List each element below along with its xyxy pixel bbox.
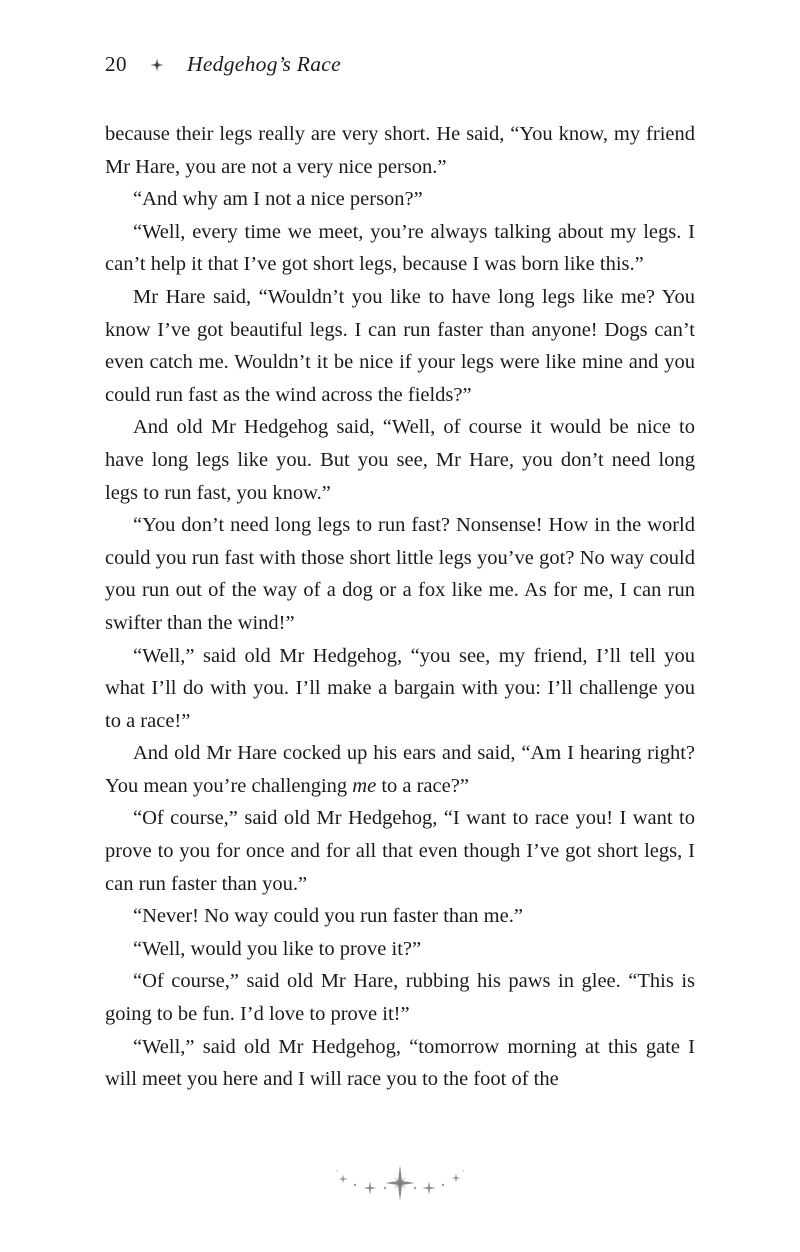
page-footer xyxy=(0,1163,800,1212)
paragraph xyxy=(105,900,695,933)
text-segment: to a race?” xyxy=(376,774,469,797)
page-header xyxy=(105,52,695,76)
paragraph xyxy=(105,965,695,1030)
sparkle-star-icon xyxy=(149,57,165,73)
paragraph xyxy=(105,183,695,216)
paragraph xyxy=(105,509,695,639)
text-segment: Mr Hare said, “Wouldn’t you like to have long legs like me? You know I’ve got beautiful legs. I can run faster than anyone! Dogs can’t even catch me. Wouldn’t it be nice if your legs were like mine and you could run fast as the wind across the fields?” xyxy=(105,285,695,406)
text-segment: “Never! No way could you run faster than me.” xyxy=(133,905,523,928)
paragraph xyxy=(105,737,695,802)
paragraph xyxy=(105,1031,695,1096)
sparkle-divider-icon xyxy=(335,1163,465,1212)
paragraph xyxy=(105,933,695,966)
text-segment: “Of course,” said old Mr Hare, rubbing his paws in glee. “This is going to be fun. I’d love to prove it!” xyxy=(105,970,695,1026)
text-segment: “And why am I not a nice person?” xyxy=(133,188,423,211)
text-segment: And old Mr Hedgehog said, “Well, of course it would be nice to have long legs like you. But you see, Mr Hare, you don’t need long legs to run fast, you know.” xyxy=(105,416,695,504)
emphasized-text: me xyxy=(352,774,377,797)
body-text xyxy=(105,118,695,1096)
text-segment: “Of course,” said old Mr Hedgehog, “I want to race you! I want to prove to you for once and for all that even though I’ve got short legs, I can run faster than you.” xyxy=(105,807,695,895)
paragraph xyxy=(105,118,695,183)
paragraph xyxy=(105,216,695,281)
text-segment: “Well, would you like to prove it?” xyxy=(133,937,422,960)
text-segment: “Well,” said old Mr Hedgehog, “tomorrow morning at this gate I will meet you here and I will race you to the foot of the xyxy=(105,1035,695,1091)
paragraph xyxy=(105,281,695,411)
text-segment: And old Mr Hare cocked up his ears and said, “Am I hearing right? You mean you’re challenging xyxy=(105,742,695,797)
page-number: 20 xyxy=(105,52,127,76)
text-segment: because their legs really are very short. He said, “You know, my friend Mr Hare, you are not a very nice person.” xyxy=(105,123,695,178)
text-segment: “Well,” said old Mr Hedgehog, “you see, my friend, I’ll tell you what I’ll do with you. I’ll make a bargain with you: I’ll challenge you to a race!” xyxy=(105,644,695,732)
text-segment: “Well, every time we meet, you’re always talking about my legs. I can’t help it that I’ve got short legs, because I was born like this.” xyxy=(105,220,695,276)
paragraph xyxy=(105,411,695,509)
book-title: Hedgehog’s Race xyxy=(187,52,341,76)
paragraph xyxy=(105,640,695,738)
text-segment: “You don’t need long legs to run fast? Nonsense! How in the world could you run fast with those short little legs you’ve got? No way could you run out of the way of a dog or a fox like me. As for me, I can run swifter than the wind!” xyxy=(105,514,695,634)
paragraph xyxy=(105,802,695,900)
